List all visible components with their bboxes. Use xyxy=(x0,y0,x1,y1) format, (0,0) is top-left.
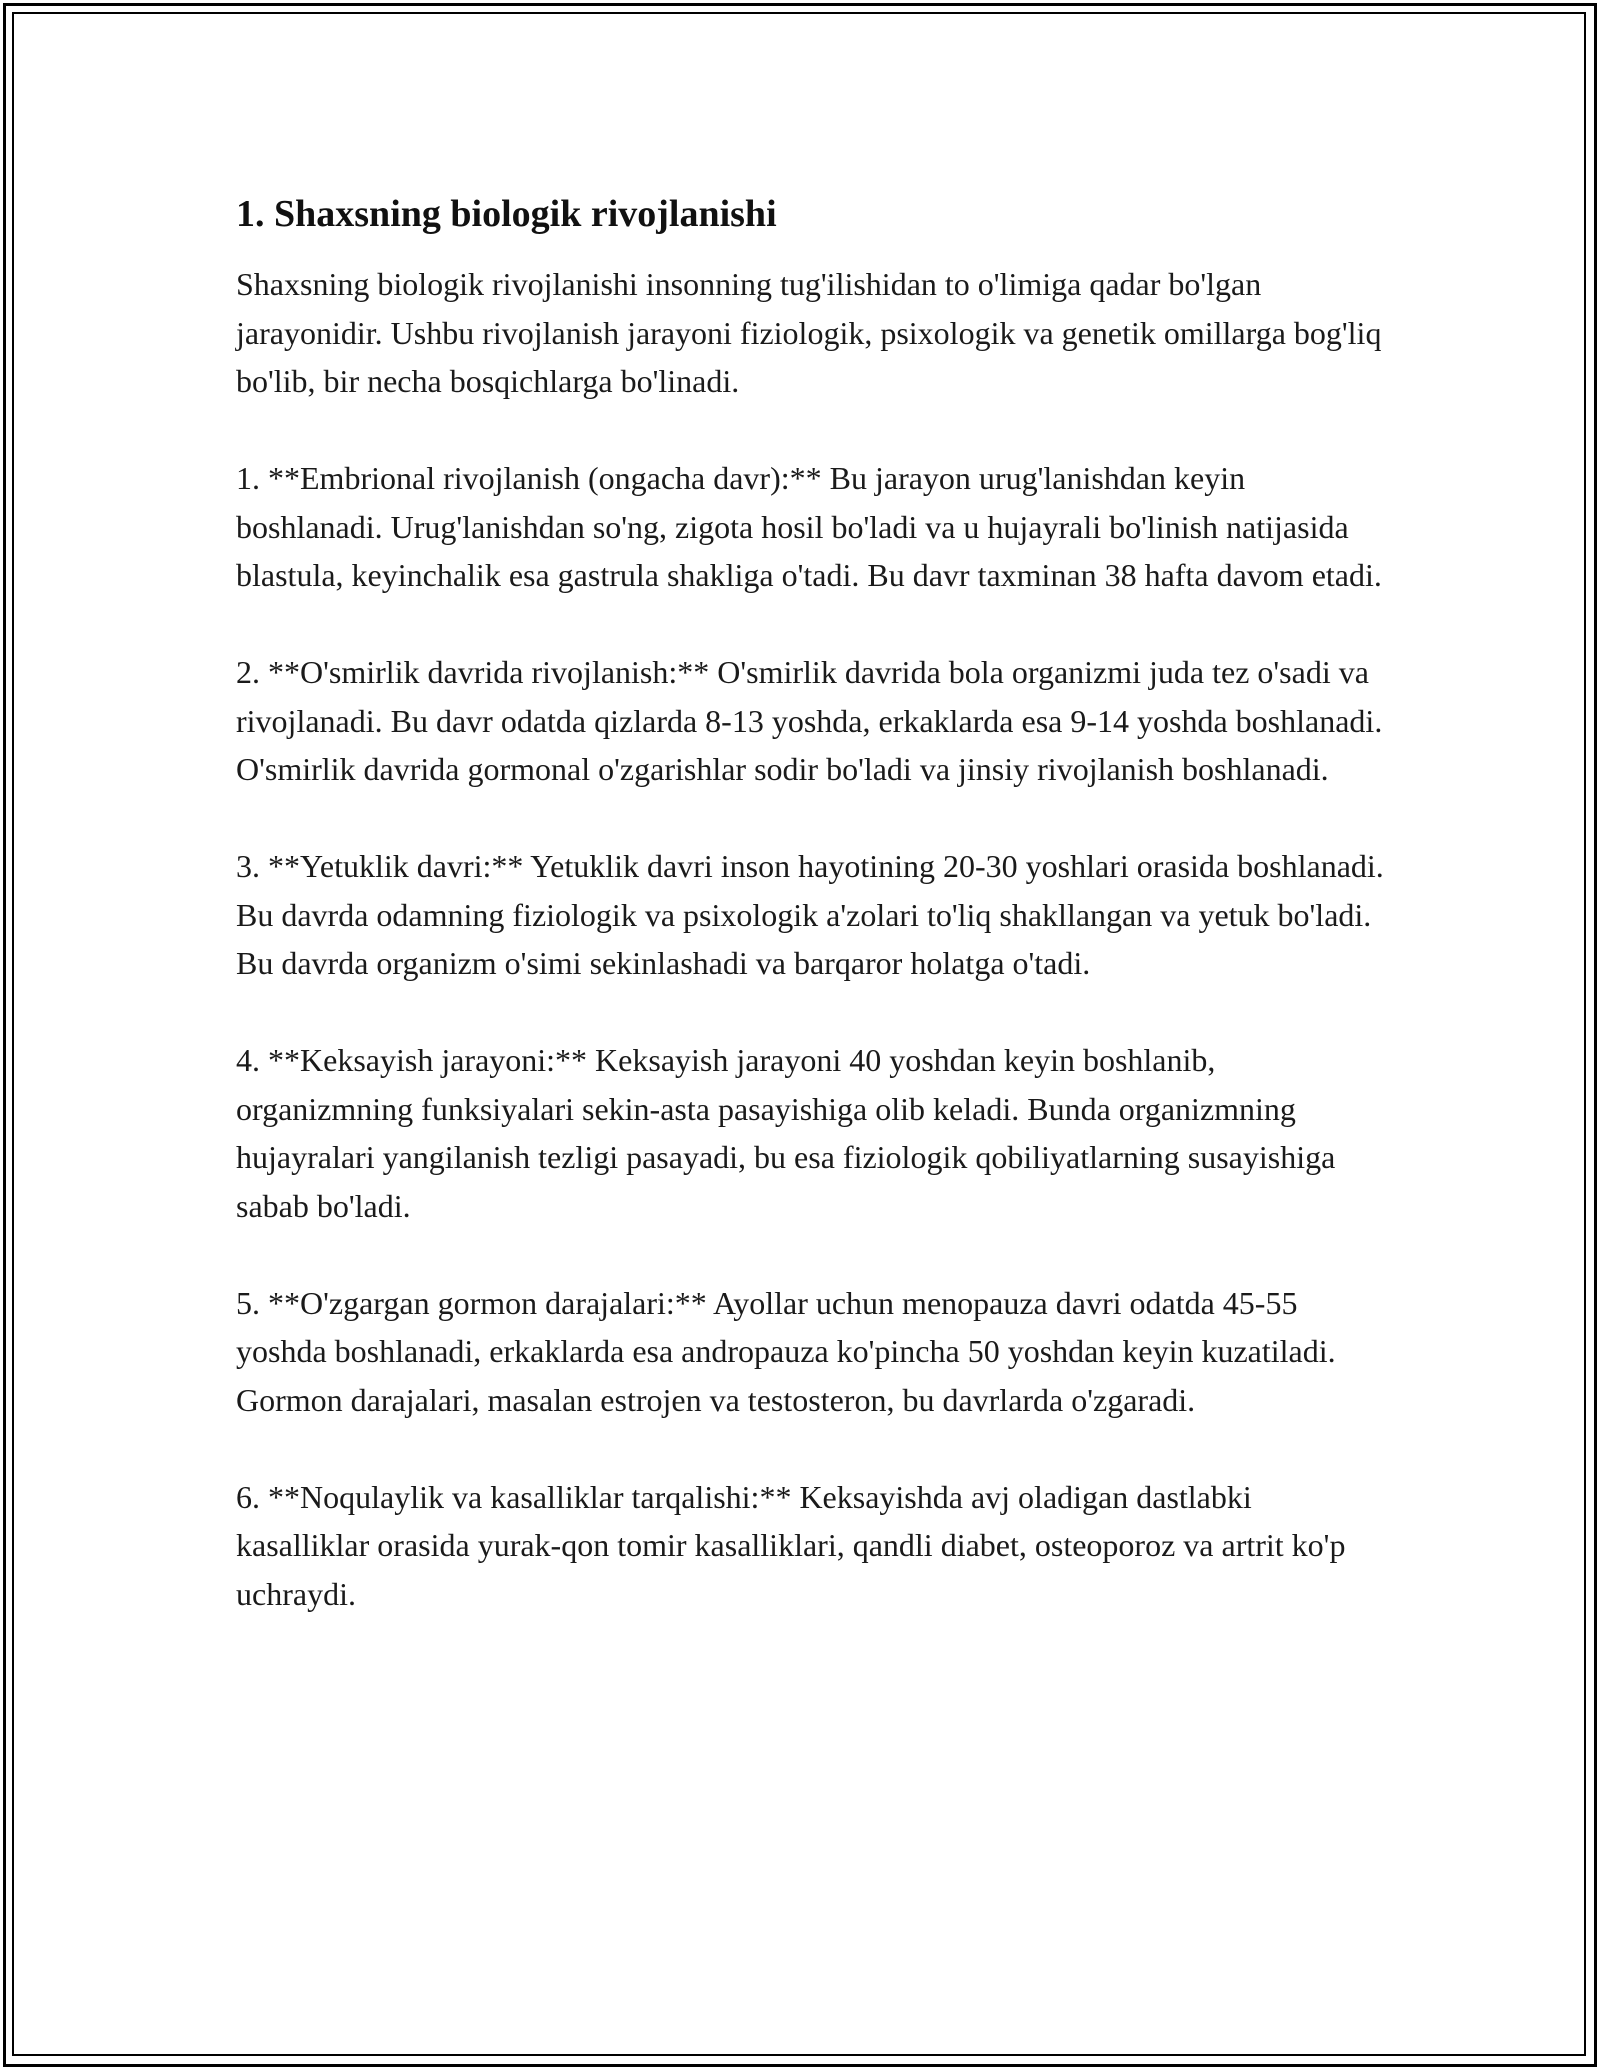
section-heading: 1. Shaxsning biologik rivojlanishi xyxy=(236,193,777,235)
list-item-keksayish: 4. **Keksayish jarayoni:** Keksayish jarayoni 40 yoshdan keyin boshlanib, organizmning funksiyalari sekin-asta pasayishiga olib keladi. Bunda organizmning hujayralari yangilanish tezligi pasayadi, bu esa fiziologik qobiliyatlarning susayishiga sabab bo'ladi. xyxy=(236,1042,1336,1224)
list-item-gormon: 5. **O'zgargan gormon darajalari:** Ayollar uchun menopauza davri odatda 45-55 yoshda boshlanadi, erkaklarda esa andropauza ko'pincha 50 yoshdan keyin kuzatiladi. Gormon darajalari, masalan estrojen va testosteron, bu davrlarda o'zgaradi. xyxy=(236,1284,1336,1418)
list-item-kasalliklar: 6. **Noqulaylik va kasalliklar tarqalishi:** Keksayishda avj oladigan dastlabki kasalliklar orasida yurak-qon tomir kasalliklari, qandli diabet, osteoporoz va artrit ko'p uchraydi. xyxy=(236,1478,1346,1612)
intro-paragraph: Shaxsning biologik rivojlanishi insonning tug'ilishidan to o'limiga qadar bo'lgan jarayonidir. Ushbu rivojlanish jarayoni fiziologik, psixologik va genetik omillarga bog'liq bo'lib, bir necha bosqichlarga bo'linadi. xyxy=(236,266,1382,399)
list-item-osmirlik: 2. **O'smirlik davrida rivojlanish:** O'smirlik davrida bola organizmi juda tez o'sadi va rivojlanadi. Bu davr odatda qizlarda 8-13 yoshda, erkaklarda esa 9-14 yoshda boshlanadi. O'smirlik davrida gormonal o'zgarishlar sodir bo'ladi va jinsiy rivojlanish boshlanadi. xyxy=(236,654,1383,787)
document-body xyxy=(236,188,1386,1667)
list-item-embrional: 1. **Embrional rivojlanish (ongacha davr):** Bu jarayon urug'lanishdan keyin boshlanadi. Urug'lanishdan so'ng, zigota hosil bo'ladi va u hujayrali bo'linish natijasida blastula, keyinchalik esa gastrula shakliga o'tadi. Bu davr taxminan 38 hafta davom etadi. xyxy=(236,460,1382,593)
list-item-yetuklik: 3. **Yetuklik davri:** Yetuklik davri inson hayotining 20-30 yoshlari orasida boshlanadi. Bu davrda odamning fiziologik va psixologik a'zolari to'liq shakllangan va yetuk bo'ladi. Bu davrda organizm o'simi sekinlashadi va barqaror holatga o'tadi. xyxy=(236,848,1384,981)
